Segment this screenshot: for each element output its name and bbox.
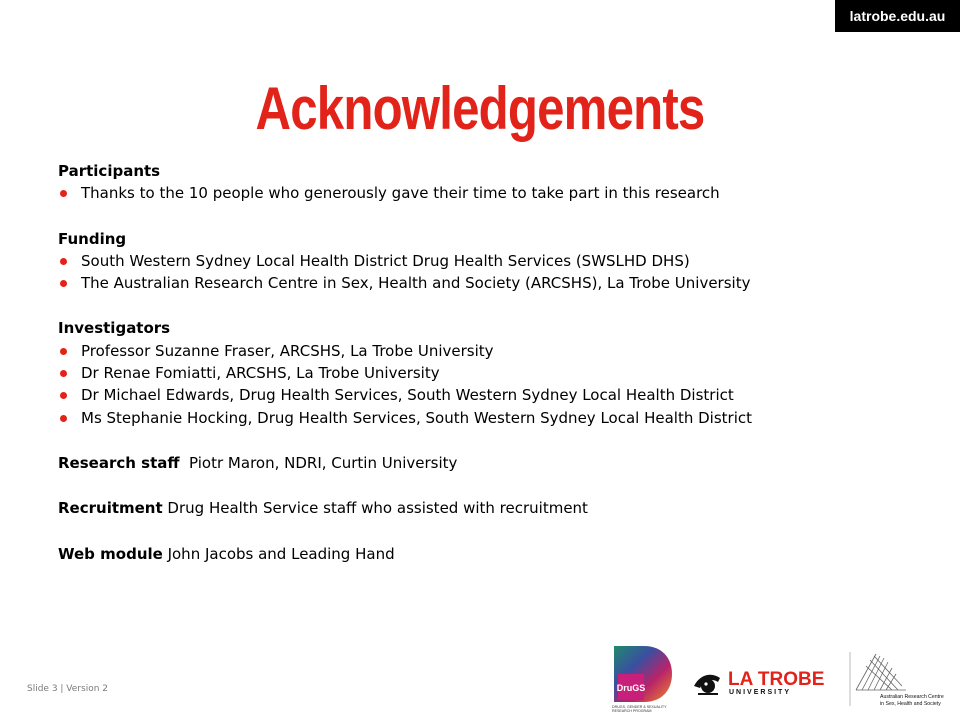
research-staff-heading: Research staff bbox=[58, 453, 180, 472]
investigator-item: Professor Suzanne Fraser, ARCSHS, La Trobe University bbox=[81, 341, 494, 360]
list-item bbox=[58, 340, 878, 362]
funding-item: South Western Sydney Local Health District Drug Health Services (SWSLHD DHS) bbox=[81, 251, 690, 270]
slide-footer: Slide 3 | Version 2 bbox=[27, 684, 108, 694]
recruitment-heading: Recruitment bbox=[58, 499, 163, 518]
list-item bbox=[58, 272, 878, 294]
drugs-caption: DRUGS, GENDER & SEXUALITY RESEARCH PROGRAM bbox=[612, 705, 667, 713]
funding-list bbox=[58, 250, 878, 295]
list-item bbox=[58, 250, 878, 272]
arcshs-emblem-icon bbox=[856, 654, 906, 690]
bullet-icon bbox=[60, 190, 67, 197]
research-staff-text: Piotr Maron, NDRI, Curtin University bbox=[179, 453, 458, 472]
list-item bbox=[58, 384, 878, 406]
investigator-item: Dr Renae Fomiatti, ARCSHS, La Trobe University bbox=[81, 364, 440, 383]
bullet-icon bbox=[60, 415, 67, 422]
latrobe-name: LA TROBE bbox=[728, 669, 825, 690]
latrobe-sub: UNIVERSITY bbox=[729, 689, 792, 696]
participants-list bbox=[58, 182, 878, 204]
slide-title: Acknowledgements bbox=[255, 75, 705, 142]
funding-section bbox=[58, 228, 878, 295]
participants-section bbox=[58, 160, 878, 205]
research-staff-section bbox=[58, 452, 878, 474]
investigators-heading: Investigators bbox=[58, 319, 171, 338]
arcshs-line1: Australian Research Centre bbox=[880, 694, 944, 700]
funding-heading: Funding bbox=[58, 229, 127, 248]
drugs-mark: DruGS bbox=[616, 683, 646, 693]
drugs-logo bbox=[612, 644, 674, 720]
investigator-item: Dr Michael Edwards, Drug Health Services, South Western Sydney Local Health District bbox=[81, 386, 734, 405]
bullet-icon bbox=[60, 348, 67, 355]
site-url-badge[interactable]: latrobe.edu.au bbox=[835, 0, 960, 32]
bullet-icon bbox=[60, 370, 67, 377]
web-module-heading: Web module bbox=[58, 544, 163, 563]
recruitment-section bbox=[58, 497, 878, 519]
participants-item: Thanks to the 10 people who generously gave their time to take part in this research bbox=[81, 184, 720, 203]
list-item bbox=[58, 362, 878, 384]
web-module-section bbox=[58, 543, 878, 565]
investigators-list bbox=[58, 340, 878, 429]
bullet-icon bbox=[60, 392, 67, 399]
list-item bbox=[58, 182, 878, 204]
arcshs-logo bbox=[846, 650, 956, 708]
bird-emblem-icon bbox=[694, 675, 720, 694]
list-item bbox=[58, 407, 878, 429]
investigators-section bbox=[58, 317, 878, 428]
web-module-text: John Jacobs and Leading Hand bbox=[162, 544, 395, 563]
recruitment-text: Drug Health Service staff who assisted with recruitment bbox=[162, 499, 588, 518]
investigator-item: Ms Stephanie Hocking, Drug Health Services, South Western Sydney Local Health District bbox=[81, 408, 752, 427]
arcshs-line2: in Sex, Health and Society bbox=[880, 701, 941, 707]
funding-item: The Australian Research Centre in Sex, Health and Society (ARCSHS), La Trobe University bbox=[81, 274, 751, 293]
bullet-icon bbox=[60, 258, 67, 265]
participants-heading: Participants bbox=[58, 162, 161, 180]
latrobe-logo bbox=[692, 664, 832, 704]
acknowledgements-body bbox=[58, 160, 878, 588]
bullet-icon bbox=[60, 280, 67, 287]
